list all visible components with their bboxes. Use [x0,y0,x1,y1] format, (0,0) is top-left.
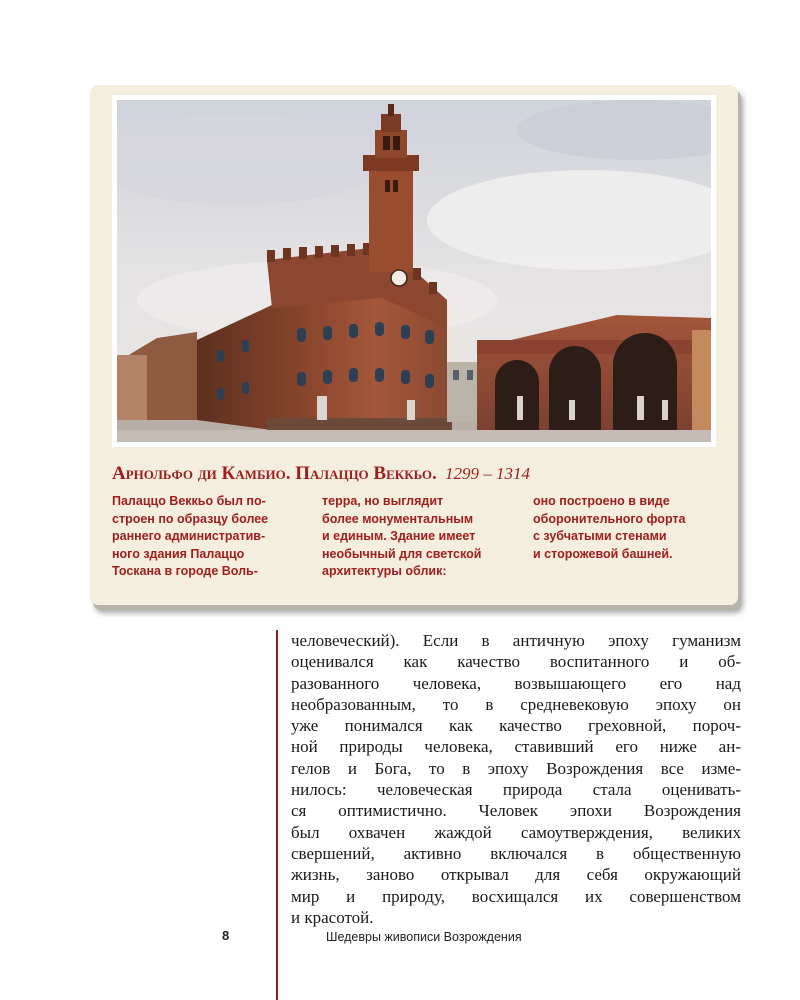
body-paragraph [291,630,741,928]
body-line: ся оптимистично. Человек эпохи Возрождения [291,801,741,821]
figure-title [112,463,722,485]
body-line: необразованным, то в средневековую эпоху он [291,694,741,714]
caption-line: оно построено в виде [533,494,670,508]
caption-column-2 [322,493,512,581]
body-line: человеческий). Если в античную эпоху гуманизм [291,631,741,650]
caption-line: с зубчатыми стенами [533,529,667,543]
caption-line: и сторожевой башней. [533,546,673,561]
caption-line: оборонительного форта [533,511,686,526]
caption-line: архитектуры облик: [322,564,447,578]
body-line: свершений, активно включался в общественную [291,843,741,863]
body-line: был охвачен жаждой самоутверждения, великих [291,822,741,842]
caption-line: необычный для светской [322,546,482,561]
caption-column-3 [533,493,723,563]
body-line: жизнь, заново открывал для себя окружающий [291,865,741,885]
body-line: и красотой. [291,907,374,927]
body-line: гелов и Бога, то в эпоху Возрождения все изме- [291,758,741,778]
body-line: оценивался как качество воспитанного и об- [291,652,741,672]
caption-column-1 [112,493,302,581]
caption-line: и единым. Здание имеет [322,529,476,543]
page-number: 8 [222,928,230,943]
running-head: Шедевры живописи Возрождения [326,930,522,944]
figure-title-name: Арнольфо ди Камбио. Палаццо Веккьо. [112,463,437,484]
body-line: уже понимался как качество греховной, пороч- [291,716,741,736]
figure-card [90,85,738,605]
body-line: разованного человека, возвышающего его над [291,673,741,693]
body-line: мир и природу, восхищался их совершенством [291,886,741,906]
caption-line: раннего административ- [112,529,266,543]
figure-title-dates: 1299 – 1314 [445,464,530,483]
caption-line: Палаццо Веккьо был по- [112,494,266,508]
caption-line: ного здания Палаццо [112,546,245,561]
body-line: ной природы человека, ставивший его ниже ан- [291,737,741,757]
body-line: нилось: человеческая природа стала оценивать- [291,780,741,800]
caption-line: строен по образцу более [112,511,269,526]
caption-line: Тоскана в городе Воль- [112,564,258,578]
margin-rule [276,630,278,1000]
caption-line: терра, но выглядит [322,494,444,508]
caption-line: более монументальным [322,511,474,526]
palazzo-vecchio-photo [117,100,711,442]
photo-frame [112,95,716,447]
